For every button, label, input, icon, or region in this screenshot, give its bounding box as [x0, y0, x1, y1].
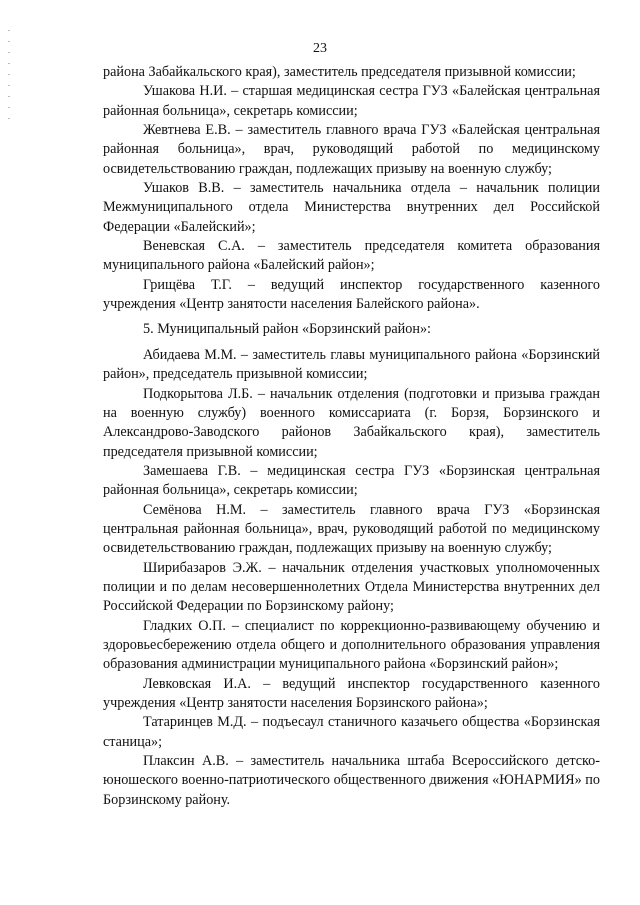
- paragraph: Ушаков В.В. – заместитель начальника отдела – начальник полиции Межмуниципального отдела Министерства внутренних дел Российской Федерации «Балейский»;: [103, 180, 600, 235]
- paragraph: Грищёва Т.Г. – ведущий инспектор государственного казенного учреждения «Центр занятости населения Балейского района».: [103, 276, 600, 313]
- paragraph: Левковская И.А. – ведущий инспектор государственного казенного учреждения «Центр занятости населения Борзинского района»;: [103, 675, 600, 711]
- paragraph: района Забайкальского края), заместитель председателя призывной комиссии;: [103, 64, 576, 80]
- paragraph: Семёнова Н.М. – заместитель главного врача ГУЗ «Борзинская центральная районная больница», врач, руководящий работой по медицинскому освидетельствованию граждан, подлежащих призыву на военную службу;: [103, 501, 600, 557]
- paragraph: Ширибазаров Э.Ж. – начальник отделения участковых уполномоченных полиции и по делам несовершеннолетних Отдела Министерства внутренних дел Российской Федерации по Борзинскому району;: [103, 559, 600, 615]
- section-heading: 5. Муниципальный район «Борзинский район»:: [143, 321, 431, 338]
- paragraph: Гладких О.П. – специалист по коррекционно-развивающему обучению и здоровьесбережению отдела общего и дополнительного образования управления образования администрации муниципального района «Борзинский район»;: [103, 617, 600, 673]
- paragraph: Веневская С.А. – заместитель председателя комитета образования муниципального района «Балейский район»;: [103, 238, 600, 274]
- paragraph: Татаринцев М.Д. – подъесаул станичного казачьего общества «Борзинская станица»;: [103, 714, 600, 750]
- paragraph: Замешаева Г.В. – медицинская сестра ГУЗ «Борзинская центральная районная больница», секретарь комиссии;: [103, 462, 600, 499]
- paragraph: Ушакова Н.И. – старшая медицинская сестра ГУЗ «Балейская центральная районная больница», секретарь комиссии;: [103, 83, 600, 119]
- paragraph: Подкорытова Л.Б. – начальник отделения (подготовки и призыва граждан на военную службу) военного комиссариата (г. Борзя, Борзинского и Александрово-Заводского районов Забайкальского края), заместитель председателя призывной комиссии;: [103, 385, 600, 460]
- paragraph: Жевтнева Е.В. – заместитель главного врача ГУЗ «Балейская центральная районная больница», врач, руководящий работой по медицинскому освидетельствованию граждан, подлежащих призыву на военную службу;: [103, 122, 600, 177]
- paragraph: Абидаева М.М. – заместитель главы муниципального района «Борзинский район», председатель призывной комиссии;: [103, 346, 600, 383]
- paragraph: Плаксин А.В. – заместитель начальника штаба Всероссийского детско-юношеского военно-патриотического общественного движения «ЮНАРМИЯ» по Борзинскому району.: [103, 753, 600, 808]
- page-number: 23: [313, 41, 327, 56]
- document-body: [103, 63, 600, 810]
